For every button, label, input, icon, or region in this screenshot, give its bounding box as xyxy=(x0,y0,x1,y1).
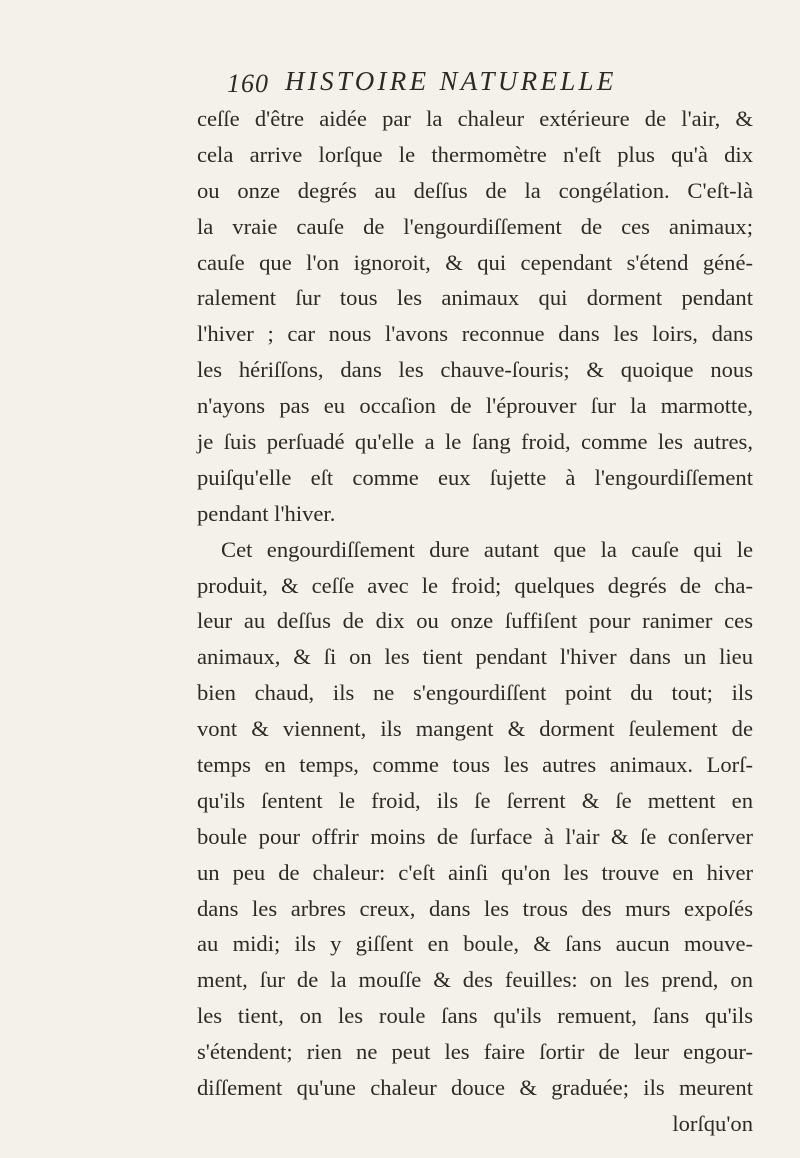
text-line: les hériſſons, dans les chauve-ſouris; & quoique nous xyxy=(197,357,753,383)
text-line: les tient, on les roule ſans qu'ils remuent, ſans qu'ils xyxy=(197,1003,753,1029)
text-line: ou onze degrés au deſſus de la congélation. C'eſt-là xyxy=(197,177,753,203)
text-line: puiſqu'elle eſt comme eux ſujette à l'engourdiſſement xyxy=(197,464,753,490)
text-line: un peu de chaleur: c'eſt ainſi qu'on les trouve en hiver xyxy=(197,859,753,885)
text-line: cauſe que l'on ignoroit, & qui cependant s'étend géné- xyxy=(197,249,753,275)
paragraph-start-line: Cet engourdiſſement dure autant que la cauſe qui le xyxy=(221,536,753,562)
paragraph-end-line: pendant l'hiver. xyxy=(197,500,336,526)
text-line: cela arrive lorſque le thermomètre n'eſt plus qu'à dix xyxy=(197,141,753,167)
text-line: l'hiver ; car nous l'avons reconnue dans les loirs, dans xyxy=(197,321,753,347)
text-line: s'étendent; rien ne peut les faire ſortir de leur engour- xyxy=(197,1039,753,1065)
text-line: diſſement qu'une chaleur douce & graduée; ils meurent xyxy=(197,1075,753,1101)
page-number: 160 xyxy=(227,69,269,98)
text-line: vont & viennent, ils mangent & dorment ſeulement de xyxy=(197,716,753,742)
text-line: animaux, & ſi on les tient pendant l'hiver dans un lieu xyxy=(197,644,753,670)
text-line: ment, ſur de la mouſſe & des feuilles: on les prend, on xyxy=(197,967,753,993)
text-line: ralement ſur tous les animaux qui dorment pendant xyxy=(197,285,753,311)
text-line: dans les arbres creux, dans les trous des murs expoſés xyxy=(197,895,753,921)
text-line: produit, & ceſſe avec le froid; quelques degrés de cha- xyxy=(197,572,753,598)
text-line: bien chaud, ils ne s'engourdiſſent point du tout; ils xyxy=(197,680,753,706)
running-title: HISTOIRE NATURELLE xyxy=(285,66,617,96)
body-text xyxy=(197,101,753,1142)
text-line: temps en temps, comme tous les autres animaux. Lorſ- xyxy=(197,752,753,778)
text-line: qu'ils ſentent le froid, ils ſe ſerrent & ſe mettent en xyxy=(197,787,753,813)
text-line: au midi; ils y giſſent en boule, & ſans aucun mouve- xyxy=(197,931,753,957)
catchword: lorſqu'on xyxy=(672,1110,753,1136)
text-line: je ſuis perſuadé qu'elle a le ſang froid, comme les autres, xyxy=(197,429,753,455)
text-line: boule pour offrir moins de ſurface à l'air & ſe conſerver xyxy=(197,823,753,849)
page-header xyxy=(227,66,727,100)
text-line: ceſſe d'être aidée par la chaleur extérieure de l'air, & xyxy=(197,106,753,131)
text-line: n'ayons pas eu occaſion de l'éprouver ſur la marmotte, xyxy=(197,393,753,419)
text-line: la vraie cauſe de l'engourdiſſement de ces animaux; xyxy=(197,213,753,239)
text-line: leur au deſſus de dix ou onze ſuffiſent pour ranimer ces xyxy=(197,608,753,634)
